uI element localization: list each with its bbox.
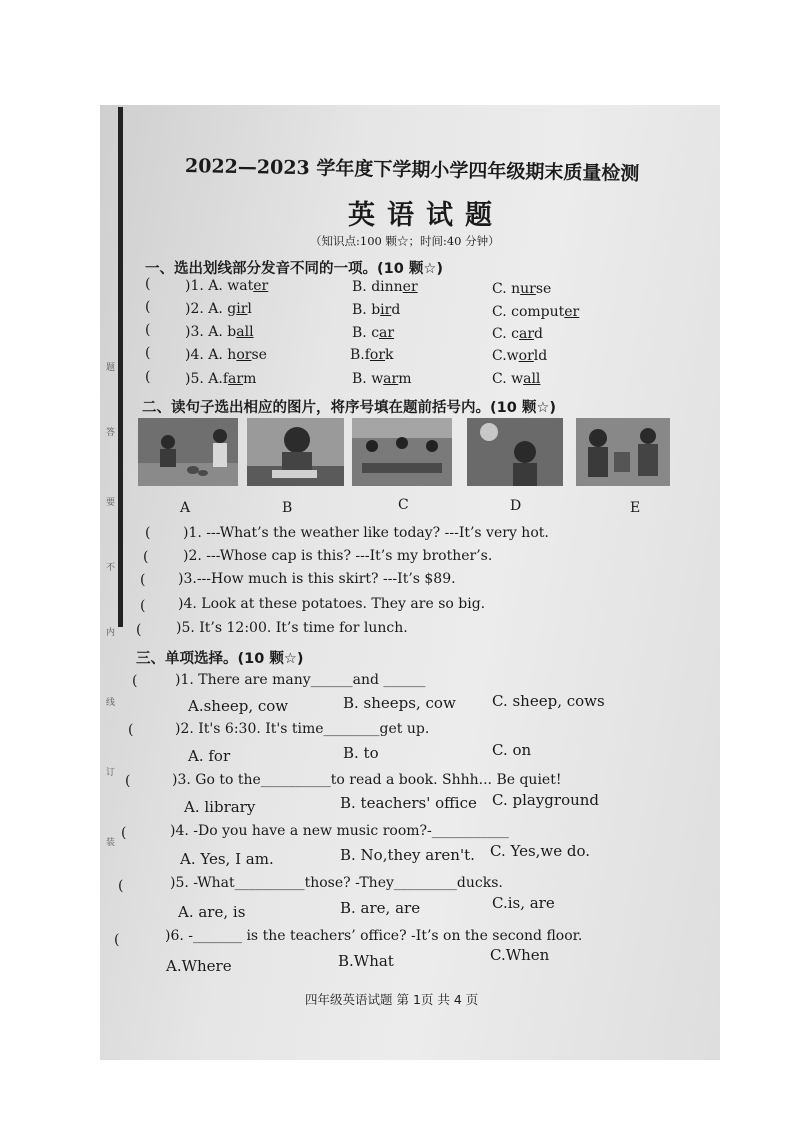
- section2-question: )5. It’s 12:00. It’s time for lunch.: [176, 620, 408, 636]
- binding-char: 装: [106, 838, 116, 848]
- binding-char: 答: [106, 428, 116, 438]
- binding-char: 订: [106, 768, 116, 778]
- picture-label: D: [510, 498, 522, 514]
- option-c: C.When: [490, 946, 550, 964]
- picture-a-kids-potatoes: [138, 418, 238, 486]
- option-c: C. on: [492, 741, 532, 759]
- answer-bracket[interactable]: (: [145, 299, 151, 315]
- answer-bracket[interactable]: (: [121, 825, 127, 841]
- section3-stem: )6. -_______ is the teachers’ office? -It’s on the second floor.: [165, 928, 583, 944]
- exam-subject: 英语试题: [348, 200, 504, 231]
- option-a: A.sheep, cow: [188, 697, 289, 715]
- section3-stem: )1. There are many______and ______: [175, 672, 426, 688]
- exam-paper: [100, 105, 720, 1060]
- answer-bracket[interactable]: (: [114, 932, 120, 948]
- option-b: B.What: [338, 952, 394, 970]
- section3-heading: 三、单项选择。(10 颗☆): [136, 651, 304, 667]
- exam-title: 2022—2023 学年度下学期小学四年级期末质量检测: [184, 155, 640, 185]
- option-b: B.fork: [350, 347, 394, 363]
- option-c: C. wall: [492, 371, 541, 387]
- answer-bracket[interactable]: (: [140, 598, 146, 614]
- option-c: C. computer: [492, 304, 580, 320]
- answer-bracket[interactable]: (: [125, 773, 131, 789]
- answer-bracket[interactable]: (: [145, 369, 151, 385]
- section2-question: )2. ---Whose cap is this? ---It’s my brother’s.: [183, 548, 493, 564]
- answer-bracket[interactable]: (: [118, 878, 124, 894]
- q-stem: )2. A. girl: [185, 301, 252, 317]
- picture-label: C: [398, 497, 409, 513]
- binding-char: 要: [106, 498, 116, 508]
- option-b: B. No,they aren't.: [340, 846, 475, 864]
- option-b: B. are, are: [340, 899, 421, 917]
- option-c: C. Yes,we do.: [490, 842, 591, 860]
- option-c: C. nurse: [492, 281, 552, 297]
- answer-bracket[interactable]: (: [143, 549, 149, 565]
- section3-stem: )3. Go to the__________to read a book. Shhh... Be quiet!: [172, 772, 562, 788]
- option-a: A. are, is: [178, 903, 246, 921]
- option-c: C. sheep, cows: [492, 692, 605, 710]
- answer-bracket[interactable]: (: [128, 722, 134, 738]
- option-a: A.Where: [166, 957, 232, 975]
- picture-c-family-table: [352, 418, 452, 486]
- answer-bracket[interactable]: (: [145, 276, 151, 292]
- option-b: B. warm: [352, 371, 412, 387]
- section2-heading: 二、读句子选出相应的图片，将序号填在题前括号内。(10 颗☆): [142, 400, 556, 416]
- option-c: C.world: [492, 348, 548, 364]
- binding-char: 线: [106, 698, 116, 708]
- q-stem: )4. A. horse: [185, 347, 267, 363]
- section2-question: )3.---How much is this skirt? ---It’s $89.: [178, 571, 456, 587]
- option-b: B. dinner: [352, 279, 418, 295]
- binding-line: [118, 107, 123, 627]
- picture-label: E: [630, 500, 641, 516]
- q-stem: )5. A.farm: [185, 371, 257, 387]
- answer-bracket[interactable]: (: [145, 345, 151, 361]
- section1-heading: 一、选出划线部分发音不同的一项。(10 颗☆): [145, 261, 443, 277]
- picture-label: B: [282, 500, 293, 516]
- q-stem: )1. A. water: [185, 278, 269, 294]
- option-a: A. library: [184, 798, 256, 816]
- option-b: B. sheeps, cow: [343, 694, 456, 712]
- exam-note: （知识点:100 颗☆；时间:40 分钟）: [310, 234, 500, 248]
- option-b: B. to: [343, 744, 379, 762]
- binding-char: 内: [106, 628, 116, 638]
- option-b: B. car: [352, 325, 395, 341]
- section2-question: )1. ---What’s the weather like today? ---It’s very hot.: [183, 525, 549, 541]
- picture-d-hot-sun: [467, 418, 563, 486]
- binding-char: 题: [106, 363, 116, 373]
- answer-bracket[interactable]: (: [140, 572, 146, 588]
- picture-e-skirt-shop: [576, 418, 670, 486]
- answer-bracket[interactable]: (: [145, 525, 151, 541]
- answer-bracket[interactable]: (: [132, 673, 138, 689]
- binding-char: 不: [106, 563, 116, 573]
- picture-b-child-lunch: [247, 418, 344, 486]
- q-stem: )3. A. ball: [185, 324, 254, 340]
- section3-stem: )4. -Do you have a new music room?-___________: [170, 823, 509, 839]
- option-b: B. bird: [352, 302, 401, 318]
- picture-label: A: [180, 500, 191, 516]
- option-c: C. card: [492, 326, 543, 342]
- section2-question: )4. Look at these potatoes. They are so big.: [178, 596, 486, 612]
- option-c: C.is, are: [492, 894, 555, 912]
- option-a: A. Yes, I am.: [180, 850, 274, 868]
- option-a: A. for: [188, 747, 231, 765]
- page-footer: 四年级英语试题 第 1页 共 4 页: [305, 992, 479, 1007]
- section3-stem: )2. It's 6:30. It's time________get up.: [175, 721, 430, 737]
- section3-stem: )5. -What__________those? -They_________ducks.: [170, 875, 503, 891]
- option-c: C. playground: [492, 791, 600, 809]
- answer-bracket[interactable]: (: [145, 322, 151, 338]
- answer-bracket[interactable]: (: [136, 622, 142, 638]
- option-b: B. teachers' office: [340, 794, 477, 812]
